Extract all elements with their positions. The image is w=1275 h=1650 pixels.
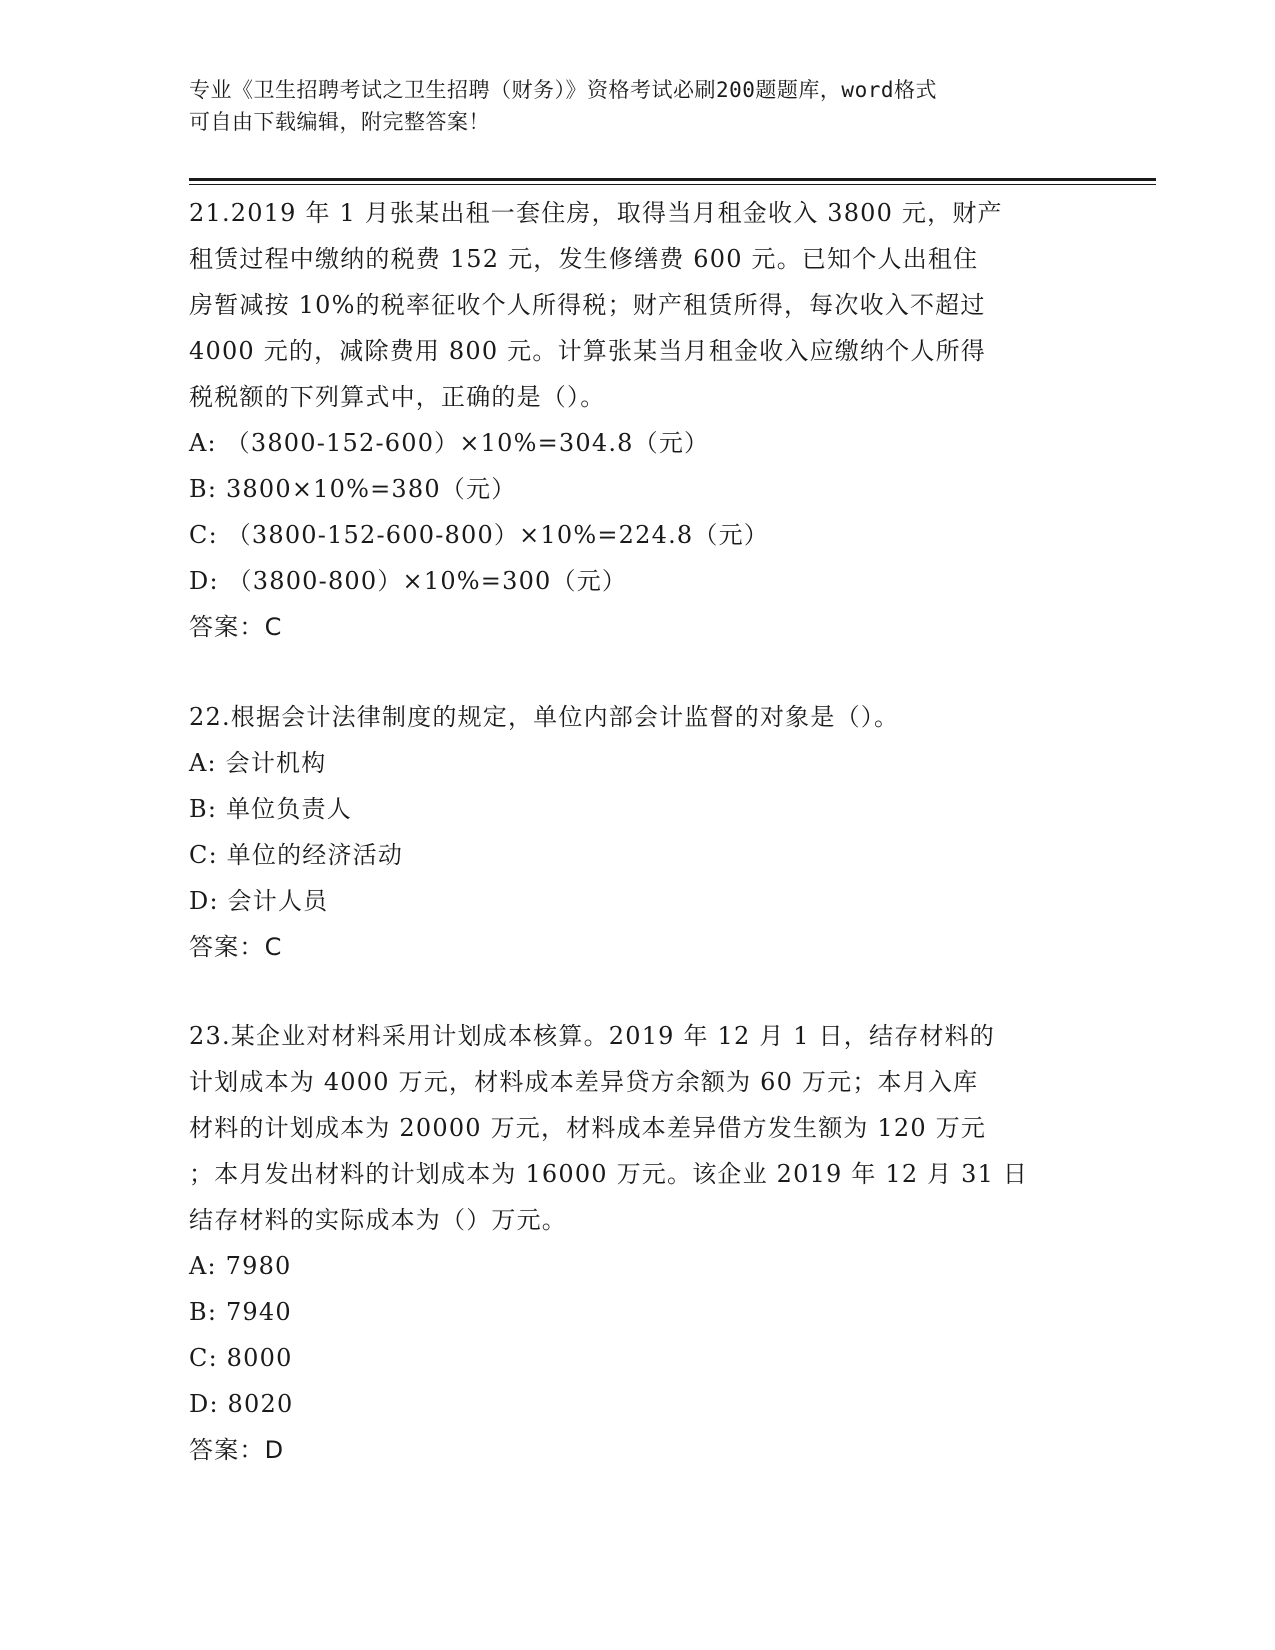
answer-line: 答案：C <box>189 613 283 641</box>
answer-line: 答案：C <box>189 933 283 961</box>
question-21 <box>189 190 1089 650</box>
question-stem-line: 22.根据会计法律制度的规定，单位内部会计监督的对象是（）。 <box>189 703 900 731</box>
option-d: D: （3800-800）×10%=300（元） <box>189 567 628 595</box>
option-d: D: 会计人员 <box>189 887 329 915</box>
option-c: C: 8000 <box>189 1344 293 1372</box>
header-line-2: 可自由下载编辑，附完整答案！ <box>189 110 490 134</box>
question-stem-line: 21.2019 年 1 月张某出租一套住房，取得当月租金收入 3800 元，财产 <box>189 199 1003 227</box>
question-23 <box>189 1013 1089 1473</box>
option-c: C: （3800-152-600-800）×10%=224.8（元） <box>189 521 769 549</box>
answer-line: 答案：D <box>189 1436 285 1464</box>
question-stem-line: 4000 元的，减除费用 800 元。计算张某当月租金收入应缴纳个人所得 <box>189 337 986 365</box>
question-stem-line: 房暂减按 10%的税率征收个人所得税；财产租赁所得，每次收入不超过 <box>189 291 986 319</box>
option-c: C: 单位的经济活动 <box>189 841 404 869</box>
question-stem-line: 结存材料的实际成本为（）万元。 <box>189 1206 567 1234</box>
option-a: A: 7980 <box>189 1252 292 1280</box>
option-b: B: 单位负责人 <box>189 795 352 823</box>
option-d: D: 8020 <box>189 1390 294 1418</box>
question-22 <box>189 694 1089 970</box>
option-a: A: （3800-152-600）×10%=304.8（元） <box>189 429 710 457</box>
option-a: A: 会计机构 <box>189 749 327 777</box>
header-line-1: 专业《卫生招聘考试之卫生招聘（财务）》资格考试必刷200题题库，word格式 <box>189 78 937 102</box>
question-stem-line: 23.某企业对材料采用计划成本核算。2019 年 12 月 1 日，结存材料的 <box>189 1022 995 1050</box>
question-stem-line: ；本月发出材料的计划成本为 16000 万元。该企业 2019 年 12 月 31 日 <box>189 1160 1029 1188</box>
question-stem-line: 计划成本为 4000 万元，材料成本差异贷方余额为 60 万元；本月入库 <box>189 1068 979 1096</box>
option-b: B: 7940 <box>189 1298 292 1326</box>
question-stem-line: 租赁过程中缴纳的税费 152 元，发生修缮费 600 元。已知个人出租住 <box>189 245 979 273</box>
header-divider-thin <box>189 184 1156 185</box>
option-b: B: 3800×10%=380（元） <box>189 475 517 503</box>
question-stem-line: 材料的计划成本为 20000 万元，材料成本差异借方发生额为 120 万元 <box>189 1114 987 1142</box>
question-stem-line: 税税额的下列算式中，正确的是（）。 <box>189 383 606 411</box>
document-header <box>189 74 1069 138</box>
header-divider-thick <box>189 178 1156 181</box>
